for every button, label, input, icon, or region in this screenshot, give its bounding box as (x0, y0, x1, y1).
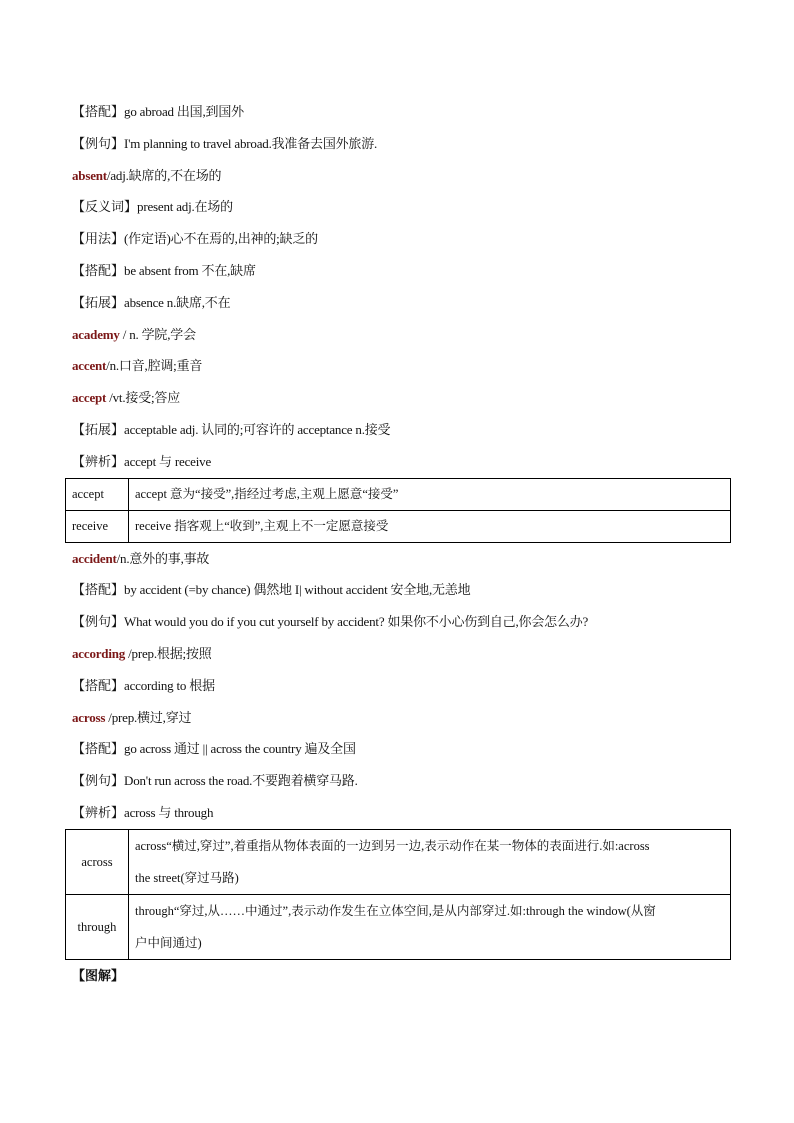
table-cell-description: receive 指客观上“收到”,主观上不一定愿意接受 (129, 510, 731, 542)
table-row (66, 478, 731, 510)
line-text: be absent from 不在,缺席 (124, 262, 256, 278)
tag-label: 【用法】 (72, 231, 125, 247)
description-line: across“横过,穿过”,着重指从物体表面的一边到另一边,表示动作在某一物体的表面进行.如:across (135, 838, 650, 853)
definition: / n. 学院,学会 (119, 326, 196, 342)
tag-label: 【图解】 (72, 967, 125, 983)
collocation-line (72, 96, 730, 128)
collocation-line (72, 255, 730, 287)
headword: accept (72, 390, 107, 406)
tag-label: 【搭配】 (72, 582, 125, 598)
line-text: go abroad 出国,到国外 (124, 104, 244, 119)
entry-accept (72, 382, 730, 414)
line-text: What would you do if you cut yourself by accident? 如果你不小心伤到自己,你会怎么办? (124, 614, 589, 630)
tag-label: 【拓展】 (72, 421, 125, 437)
line-text: I'm planning to travel abroad.我准备去国外旅游. (124, 135, 378, 151)
tag-label: 【搭配】 (72, 741, 125, 757)
definition: /n.意外的事,事故 (116, 550, 210, 566)
line-text: acceptable adj. 认同的;可容许的 acceptance n.接受 (124, 421, 391, 437)
extension-line (72, 287, 730, 319)
tag-label: 【搭配】 (72, 677, 125, 693)
collocation-line (72, 733, 730, 765)
table-row (66, 829, 731, 894)
example-line (72, 765, 730, 797)
tag-label: 【辨析】 (72, 453, 125, 469)
definition: /n.口音,腔调;重音 (106, 358, 203, 374)
usage-line (72, 223, 730, 255)
tag-label: 【反义词】 (72, 199, 138, 215)
table-cell-word: through (66, 894, 129, 959)
discrimination-line (72, 797, 730, 829)
table-cell-description (129, 829, 731, 894)
headword: according (72, 645, 126, 661)
entry-according (72, 638, 730, 670)
tag-label: 【拓展】 (72, 294, 125, 310)
headword: accent (72, 358, 107, 374)
accept-receive-table (65, 478, 731, 543)
definition: /prep.根据;按照 (125, 645, 212, 661)
illustration-line (72, 960, 730, 992)
line-text: present adj.在场的 (137, 199, 233, 215)
line-text: by accident (=by chance) 偶然地 I| without accident 安全地,无恙地 (124, 582, 471, 598)
line-text: Don't run across the road.不要跑着横穿马路. (124, 773, 358, 789)
definition: /vt.接受;答应 (106, 390, 181, 406)
tag-label: 【辨析】 (72, 804, 125, 820)
tag-label: 【搭配】 (72, 262, 125, 278)
collocation-line (72, 574, 730, 606)
example-line (72, 128, 730, 160)
table-cell-word: accept (66, 478, 129, 510)
antonym-line (72, 191, 730, 223)
line-text: according to 根据 (124, 677, 215, 693)
table-cell-description (129, 894, 731, 959)
table-cell-description: accept 意为“接受”,指经过考虑,主观上愿意“接受” (129, 478, 731, 510)
table-cell-word: across (66, 829, 129, 894)
definition: /adj.缺席的,不在场的 (106, 167, 222, 183)
entry-accent (72, 350, 730, 382)
headword: accident (72, 550, 117, 566)
description-line: the street(穿过马路) (135, 870, 239, 885)
tag-label: 【例句】 (72, 773, 125, 789)
definition: /prep.横过,穿过 (105, 709, 192, 725)
headword: across (72, 709, 106, 725)
headword: absent (72, 167, 107, 183)
line-text: absence n.缺席,不在 (124, 294, 231, 310)
tag-label: 【例句】 (72, 135, 125, 151)
extension-line (72, 414, 730, 446)
vocabulary-page (72, 96, 730, 992)
across-through-table (65, 829, 731, 960)
line-text: (作定语)心不在焉的,出神的;缺乏的 (124, 231, 318, 247)
description-line: through“穿过,从……中通过”,表示动作发生在立体空间,是从内部穿过.如:through the window(从窗 (135, 903, 656, 918)
entry-accident (72, 543, 730, 575)
entry-absent (72, 160, 730, 192)
line-text: go across 通过 || across the country 遍及全国 (124, 741, 356, 757)
example-line (72, 606, 730, 638)
tag-label: 【搭配】 (72, 104, 125, 119)
line-text: accept 与 receive (124, 453, 212, 469)
line-text: across 与 through (124, 804, 214, 820)
discrimination-line (72, 446, 730, 478)
headword: academy (72, 326, 120, 342)
entry-across (72, 702, 730, 734)
tag-label: 【例句】 (72, 614, 125, 630)
table-row (66, 894, 731, 959)
table-row (66, 510, 731, 542)
table-cell-word: receive (66, 510, 129, 542)
collocation-line (72, 670, 730, 702)
description-line: 户中间通过) (135, 935, 202, 950)
entry-academy (72, 319, 730, 351)
